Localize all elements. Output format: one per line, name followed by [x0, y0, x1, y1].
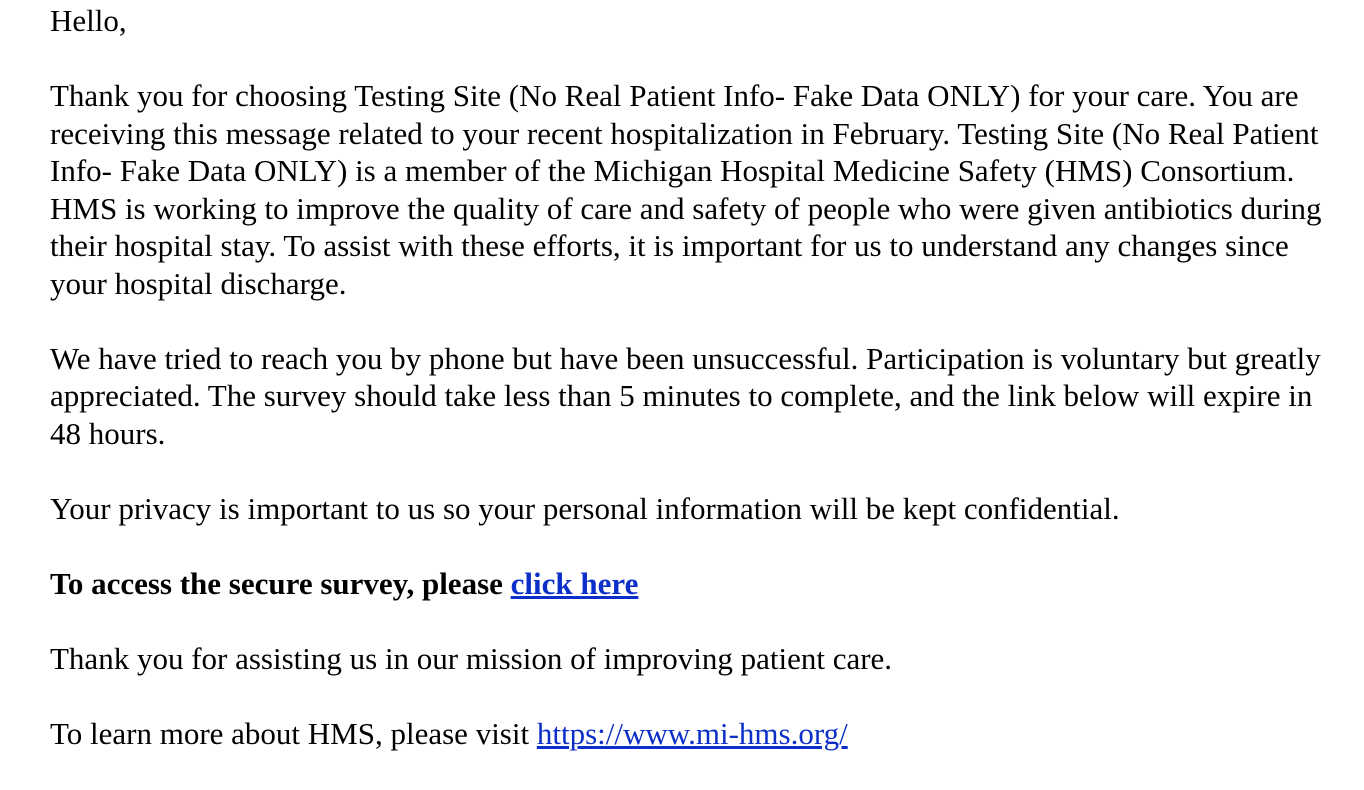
hms-website-link[interactable]: https://www.mi-hms.org/ — [536, 715, 848, 751]
greeting: Hello, — [50, 3, 127, 38]
email-body — [50, 0, 1340, 790]
privacy-paragraph: Your privacy is important to us so your personal information will be kept confidential. — [50, 490, 1120, 526]
thanks-paragraph: Thank you for assisting us in our mission of improving patient care. — [50, 640, 893, 676]
learn-more-line — [50, 715, 1340, 753]
learn-more-text: To learn more about HMS, please visit — [50, 715, 530, 751]
survey-link[interactable]: click here — [510, 565, 639, 601]
survey-prompt-text: To access the secure survey, please — [50, 565, 503, 601]
intro-paragraph: Thank you for choosing Testing Site (No Real Patient Info- Fake Data ONLY) for your care. You are receiving this message related to your recent hospitalization in February. Testing Site (No Real Patient Info- Fake Data ONLY) is a member of the Michigan Hospital Medicine Safety (HMS) Consortium. HMS is working to improve the quality of care and safety of people who were given antibiotics during their hospital stay. To assist with these efforts, it is important for us to understand any changes since your hospital discharge. — [50, 78, 1322, 301]
contact-attempt-paragraph: We have tried to reach you by phone but have been unsuccessful. Participation is voluntary but greatly appreciated. The survey should take less than 5 minutes to complete, and the link below will expire in 48 hours. — [50, 340, 1321, 451]
survey-access-line — [50, 565, 1340, 603]
